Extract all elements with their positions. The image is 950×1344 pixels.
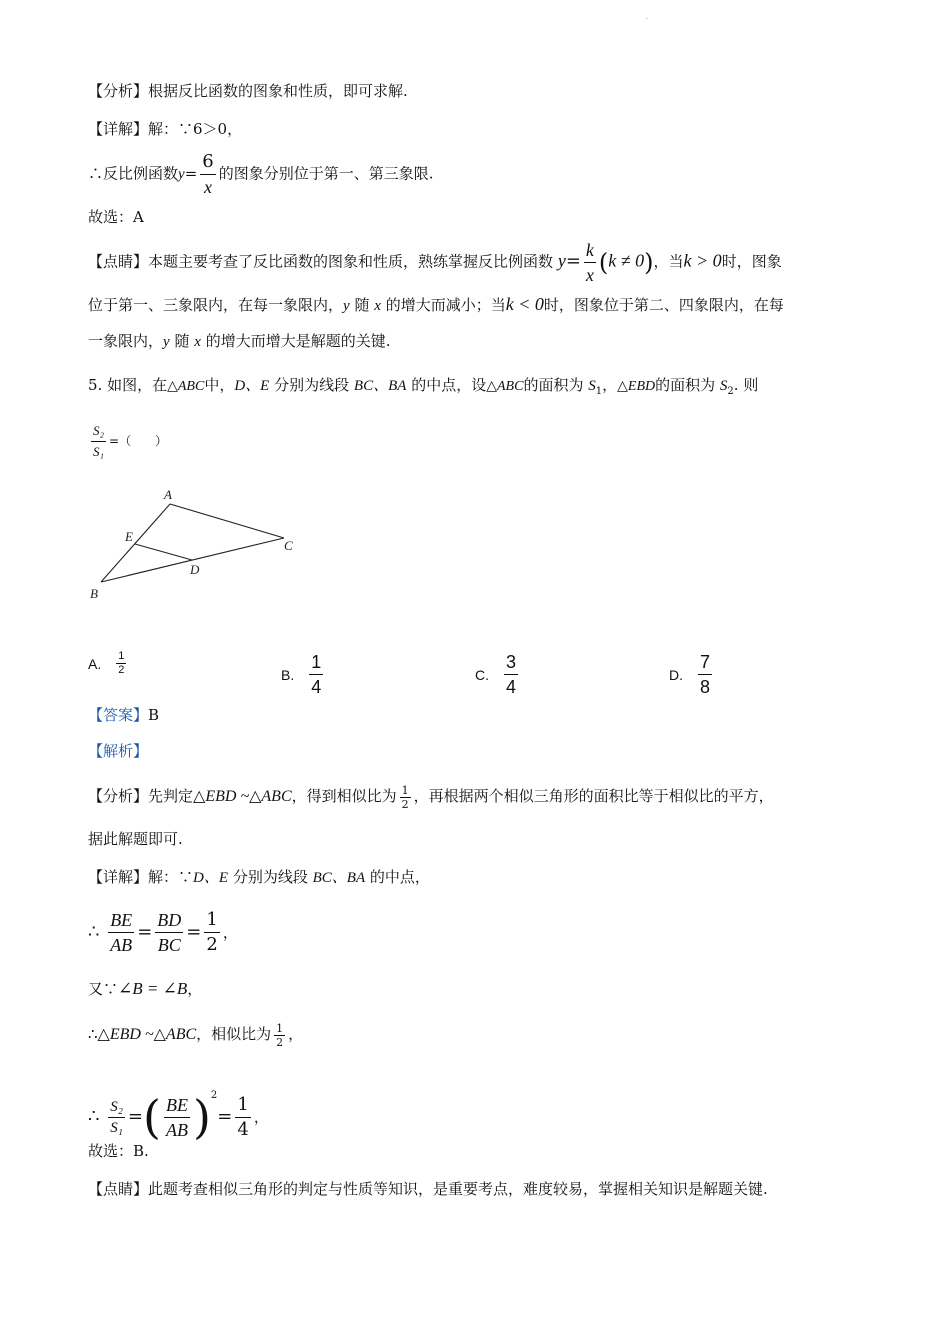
numerator: k: [584, 238, 596, 263]
option-fraction: [504, 650, 518, 699]
text: ，再根据两个相似三角形的面积比等于相似比的平方，: [413, 787, 774, 805]
denominator: x: [203, 177, 212, 197]
text: 时，图象位于第二、四象限内，在每: [543, 296, 784, 314]
denominator: S₁: [93, 443, 105, 459]
text: 的图象分别位于第一、第三象限.: [218, 164, 434, 183]
comment-tag: 【点睛】: [88, 1180, 149, 1198]
option-d[interactable]: [669, 650, 715, 699]
text: 先判定: [148, 787, 194, 805]
ans5-angle: [88, 978, 202, 1000]
option-label: D.: [669, 666, 683, 683]
option-fraction: [116, 650, 126, 677]
analysis-text: 根据反比函数的图象和性质，即可求解.: [148, 82, 408, 100]
ans5-detail: [88, 866, 430, 889]
numerator: 1: [401, 783, 409, 797]
option-c[interactable]: [475, 650, 521, 699]
option-label: B.: [281, 666, 295, 683]
sol4-comment-3: [88, 330, 391, 353]
text: 时，图象: [721, 252, 782, 271]
equals: =: [137, 921, 153, 943]
paren-close: ): [192, 1090, 211, 1144]
text: 随: [354, 296, 370, 314]
sol4-detail: [88, 118, 242, 140]
comment-text: 此题考查相似三角形的判定与性质等知识，是重要考点，难度较易，掌握相关知识是解题关键.: [148, 1180, 768, 1198]
therefore: ∴: [88, 1106, 100, 1127]
fraction: [200, 150, 215, 199]
var-y: y: [557, 250, 566, 271]
denominator: 4: [311, 677, 322, 697]
q5-stem: [88, 374, 758, 403]
fraction-be-ab: [164, 1093, 190, 1142]
points: D、E: [193, 870, 229, 886]
numerator: BE: [164, 1093, 190, 1118]
numerator: 7: [698, 650, 712, 675]
text: ，: [187, 980, 203, 998]
triangle: △EBD: [617, 379, 656, 394]
paren-open: (: [143, 1090, 161, 1144]
sol4-choose: 故选：A: [88, 208, 144, 226]
sol4-function-line: [88, 150, 434, 199]
paren-close: ): [644, 248, 654, 277]
numerator: 6: [200, 150, 215, 175]
fraction-s2-s1: [108, 1097, 125, 1138]
denominator: 2: [206, 934, 218, 955]
numerator: 1: [118, 650, 125, 662]
paren-open: (: [598, 248, 609, 277]
label-c: C: [284, 538, 293, 553]
similarity: △EBD ~△ABC: [97, 1026, 197, 1043]
denominator: 4: [237, 1118, 249, 1140]
angle-expr: ∠B = ∠B: [118, 979, 188, 998]
sol4-comment-1: [88, 238, 782, 287]
text: ，得到相似比为: [291, 787, 397, 805]
text: 如图，在: [107, 376, 168, 394]
analysis-tag: 【分析】: [88, 82, 149, 100]
equals: =: [127, 1106, 143, 1127]
text: 位于第一、三象限内，在每一象限内，: [88, 296, 344, 314]
equals: =: [217, 1106, 233, 1127]
s1: S: [588, 378, 596, 394]
numerator: 1: [276, 1021, 284, 1035]
text: 分别为线段: [274, 376, 350, 394]
denominator: x: [585, 265, 594, 285]
condition: k ≠ 0: [608, 250, 645, 271]
jiexi-tag: 【解析】: [88, 742, 149, 760]
ans5-jiexi: [88, 740, 148, 762]
page-dot: .: [646, 14, 648, 21]
label-a: A: [164, 487, 172, 502]
detail-tag: 【详解】: [88, 120, 149, 138]
segments: BC、BA: [312, 870, 366, 886]
denominator: 8: [700, 677, 711, 697]
detail-tag: 【详解】: [88, 868, 149, 886]
ans5-eq1: [88, 908, 238, 957]
option-label: A.: [88, 655, 102, 672]
var-y: y: [163, 334, 170, 350]
text: 的面积为: [655, 376, 716, 394]
text: ，当: [653, 252, 684, 271]
denominator: 2: [118, 664, 125, 676]
similarity: △EBD ~△ABC: [193, 788, 292, 805]
numerator: BE: [108, 908, 134, 933]
denominator: 2: [401, 797, 409, 811]
denominator: BC: [157, 935, 181, 955]
exponent: 2: [210, 1090, 218, 1101]
ans5-analysis-2: 据此解题即可.: [88, 830, 183, 848]
equals: =: [184, 164, 198, 183]
ans5-choose: 故选：B.: [88, 1142, 149, 1160]
question-number: 5.: [88, 376, 103, 394]
var-y: y: [343, 298, 350, 314]
label-b: B: [90, 586, 98, 601]
ans5-eq2: [88, 1068, 269, 1145]
q5-ratio: [88, 420, 167, 462]
text: 的面积为: [523, 376, 584, 394]
text: 的增大而增大是解题的关键.: [205, 332, 391, 350]
segment-ac: [170, 504, 284, 538]
text: 的增大而减小；当: [385, 296, 506, 314]
text: ，: [602, 376, 618, 394]
numerator: 3: [504, 650, 518, 675]
text: ，: [222, 923, 238, 942]
sol4-comment-2: [88, 293, 784, 317]
label-e: E: [125, 529, 133, 544]
therefore: ∴: [88, 921, 100, 943]
denominator: 4: [506, 677, 517, 697]
var-x: x: [194, 334, 201, 350]
analysis-tag: 【分析】: [88, 787, 149, 805]
text: 中，: [204, 376, 235, 394]
text: =（ ）: [109, 434, 168, 448]
fraction-bd-bc: [155, 908, 183, 957]
option-a[interactable]: [88, 650, 129, 677]
denominator: S₁: [110, 1119, 123, 1136]
ans5-analysis: [88, 776, 774, 817]
option-label: C.: [475, 666, 489, 683]
equals: =: [565, 250, 581, 272]
text: 的中点，: [369, 868, 430, 886]
option-fraction: [309, 650, 323, 699]
text: ，相似比为: [196, 1025, 272, 1043]
text: 一象限内，: [88, 332, 164, 350]
detail-text: 解：∵6＞0，: [148, 120, 243, 138]
fraction: [584, 238, 596, 287]
ans5-answer: [88, 704, 159, 726]
s1-sub: 1: [595, 386, 603, 397]
comment-tag: 【点睛】: [88, 252, 149, 271]
label-d: D: [190, 562, 200, 577]
text: ∴反比例函数: [88, 164, 179, 183]
ratio-fraction: [91, 421, 106, 462]
numerator: BD: [155, 908, 183, 933]
ans5-sim: [88, 1014, 303, 1055]
points: D、E: [234, 378, 270, 394]
var-x: x: [374, 298, 381, 314]
fraction: [274, 1022, 285, 1049]
k-positive: k > 0: [683, 250, 722, 271]
numerator: 1: [309, 650, 323, 675]
answer-value: B: [148, 706, 160, 724]
numerator: S₂: [108, 1097, 125, 1118]
text: 的中点，设: [411, 376, 487, 394]
fraction-be-ab: [108, 908, 134, 957]
s2-sub: 2: [727, 386, 734, 397]
text: 分别为线段: [232, 868, 308, 886]
ans5-comment: [88, 1178, 768, 1200]
text: 又∵: [88, 980, 119, 998]
therefore: ∴: [88, 1025, 98, 1043]
answer-tag: 【答案】: [88, 706, 149, 724]
denominator: AB: [110, 935, 133, 955]
option-fraction: [698, 650, 712, 699]
fraction-quarter: [235, 1093, 250, 1142]
text: ，: [288, 1025, 304, 1043]
text: . 则: [733, 376, 759, 394]
text: 解：∵: [148, 868, 194, 886]
numerator: 1: [235, 1093, 250, 1118]
numerator: 1: [204, 908, 219, 933]
triangle-figure: [88, 480, 318, 610]
triangle: △ABC: [167, 379, 205, 394]
s2: S: [719, 378, 728, 394]
equals: =: [186, 921, 202, 943]
text: 本题主要考查了反比函数的图象和性质，熟练掌握反比例函数: [148, 252, 554, 271]
segment-ab: [101, 504, 170, 582]
numerator: S₂: [91, 421, 106, 442]
fraction-half: [204, 908, 219, 957]
triangle: △ABC: [486, 379, 524, 394]
denominator: AB: [165, 1119, 188, 1140]
var-y: y: [178, 166, 185, 183]
segment-ed: [135, 544, 192, 560]
option-b[interactable]: [281, 650, 326, 699]
segments: BC、BA: [353, 378, 407, 394]
k-negative: k < 0: [505, 294, 544, 314]
denominator: 2: [276, 1035, 284, 1049]
text: ，: [253, 1108, 269, 1126]
text: 随: [174, 332, 190, 350]
sol4-analysis: [88, 80, 408, 102]
fraction: [400, 784, 411, 811]
